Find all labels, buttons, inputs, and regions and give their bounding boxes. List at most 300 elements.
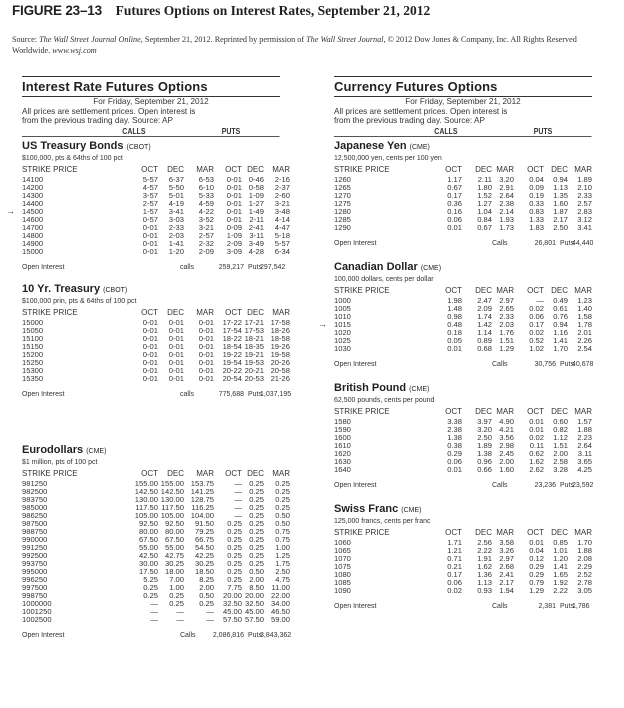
call-price: 55.00	[164, 542, 184, 552]
strike-price	[334, 224, 440, 232]
column-header: OCT	[141, 307, 158, 317]
figure-caption: Futures Options on Interest Rates, September 21, 2012	[115, 3, 431, 18]
puts-open-interest: 1,786	[572, 602, 590, 610]
put-price: 0-46	[248, 174, 264, 184]
put-price: 2.01	[577, 327, 592, 337]
strike-value: 1265	[334, 182, 351, 192]
put-price: 0-01	[226, 190, 242, 200]
column-header: OCT	[445, 164, 462, 174]
put-price: —	[234, 486, 242, 496]
call-price: 0.36	[447, 198, 462, 208]
call-price: 1.00	[169, 582, 184, 592]
put-price: 0-01	[226, 198, 242, 208]
call-price: 4-22	[198, 206, 214, 216]
call-price: 0-01	[168, 341, 184, 351]
puts-open-interest: 297,542	[260, 263, 286, 271]
call-price: 42.25	[194, 550, 214, 560]
strike-value: 1270	[334, 190, 351, 200]
call-price: 0.25	[169, 598, 184, 608]
puts-key: Puts	[248, 631, 263, 639]
put-price: 2.26	[577, 335, 592, 345]
table-row	[334, 466, 592, 474]
table-row	[22, 616, 290, 624]
call-price: 0.89	[477, 335, 492, 345]
call-price: 0.38	[447, 440, 462, 450]
strike-value: 1002500	[22, 614, 52, 624]
section-title: Canadian Dollar	[334, 260, 418, 273]
strike-value: 14100	[22, 174, 44, 184]
option-section	[22, 282, 292, 402]
call-price: 2.41	[499, 569, 514, 579]
call-price: 0-01	[198, 373, 214, 383]
source-publication-2: The Wall Street Journal	[306, 35, 384, 44]
put-price: 0-58	[248, 182, 264, 192]
call-price: 67.50	[164, 534, 184, 544]
put-price: 0.25	[227, 518, 242, 528]
put-price: 57.50	[244, 614, 264, 624]
strike-value: 14500	[22, 206, 44, 216]
call-price: 0.21	[447, 561, 462, 571]
put-price: 0.25	[249, 502, 264, 512]
calls-open-interest: 2,086,816	[212, 631, 244, 639]
put-price: 0.25	[275, 478, 290, 488]
strike-value: 982500	[22, 486, 48, 496]
column-header: OCT	[225, 164, 242, 174]
option-section	[318, 260, 594, 372]
put-price: 1.33	[529, 214, 544, 224]
put-price: 20-54	[222, 373, 242, 383]
open-interest-label: Open Interest	[334, 239, 377, 247]
open-interest-label: Open Interest	[334, 360, 377, 368]
call-price: 7.00	[169, 574, 184, 584]
call-price: —	[150, 598, 158, 608]
call-price: 2.50	[477, 432, 492, 442]
call-price: 2.38	[499, 198, 514, 208]
call-price: 2.00	[499, 456, 514, 466]
put-price: 1.23	[577, 295, 592, 305]
strike-value: 1600	[334, 432, 351, 442]
column-header: DEC	[551, 285, 568, 295]
call-price: 0.17	[447, 190, 462, 200]
calls-key: Calls	[492, 481, 508, 489]
call-price: 2.45	[499, 448, 514, 458]
table-header-row	[22, 468, 290, 480]
exchange-code: (CME)	[409, 143, 430, 151]
call-price: 1.60	[499, 464, 514, 474]
put-price: 2.00	[249, 574, 264, 584]
put-price: 7.75	[227, 582, 242, 592]
put-price: 1.41	[553, 561, 568, 571]
call-price: 2-03	[168, 230, 184, 240]
table-header-row	[22, 164, 290, 176]
call-price: 155.00	[160, 478, 184, 488]
open-interest-row	[334, 237, 592, 251]
put-price: 0-01	[226, 182, 242, 192]
put-price: 20-22	[222, 365, 242, 375]
call-price: 2-33	[168, 222, 184, 232]
call-price: —	[206, 606, 214, 616]
call-price: 2.03	[499, 319, 514, 329]
call-price: 0-01	[142, 333, 158, 343]
column-header: OCT	[225, 468, 242, 478]
calls-open-interest: 26,801	[534, 239, 556, 247]
call-price: 0.05	[447, 335, 462, 345]
column-header: OCT	[141, 468, 158, 478]
put-price: 1.02	[529, 343, 544, 353]
column-header: MAR	[196, 468, 214, 478]
section-title: 10 Yr. Treasury	[22, 282, 101, 295]
call-price: 0.16	[447, 206, 462, 216]
put-price: 1-49	[248, 206, 264, 216]
call-price: —	[176, 606, 184, 616]
put-price: 19-58	[270, 349, 290, 359]
strike-value: 1590	[334, 424, 351, 434]
strike-value: 15300	[22, 365, 44, 375]
section-name	[334, 382, 592, 395]
call-price: 3.58	[499, 537, 514, 547]
call-price: 2.64	[499, 190, 514, 200]
call-price: 0.93	[477, 585, 492, 595]
put-price: 0.09	[529, 182, 544, 192]
put-price: 0.25	[227, 566, 242, 576]
put-price: 2-37	[274, 182, 290, 192]
column-header: STRIKE PRICE	[22, 468, 78, 478]
call-price: 153.75	[190, 478, 214, 488]
put-price: 0.62	[529, 448, 544, 458]
put-price: 22.00	[270, 590, 290, 600]
exchange-code: (CME)	[409, 385, 430, 393]
put-price: 17-21	[244, 317, 264, 327]
put-price: 0.94	[553, 174, 568, 184]
put-price: 0.29	[529, 561, 544, 571]
call-price: 1.80	[477, 182, 492, 192]
calls-open-interest: 30,756	[534, 360, 556, 368]
call-price: 0-01	[168, 357, 184, 367]
column-header: OCT	[527, 527, 544, 537]
call-price: 0.01	[447, 222, 462, 232]
call-price: 130.00	[160, 494, 184, 504]
call-price: 0.18	[447, 327, 462, 337]
call-price: 1.98	[447, 295, 462, 305]
put-price: 19-21	[244, 349, 264, 359]
call-price: 128.75	[190, 494, 214, 504]
panel-note-line-1: All prices are settlement prices. Open interest is	[334, 106, 508, 116]
put-price: 1-09	[248, 190, 264, 200]
puts-open-interest: 3,843,362	[260, 631, 292, 639]
call-price: 0.29	[447, 448, 462, 458]
put-price: 4.75	[275, 574, 290, 584]
call-price: 1.04	[477, 206, 492, 216]
calls-open-interest: 2,381	[538, 602, 556, 610]
strike-value: 998750	[22, 590, 48, 600]
column-header: OCT	[225, 307, 242, 317]
call-price: 1.52	[477, 190, 492, 200]
call-price: —	[206, 614, 214, 624]
call-price: 6-10	[198, 182, 214, 192]
put-price: 0-01	[226, 206, 242, 216]
put-price: 0.25	[249, 486, 264, 496]
open-interest-label: Open Interest	[334, 481, 377, 489]
column-header: OCT	[527, 285, 544, 295]
put-price: 1.70	[577, 537, 592, 547]
open-interest-row	[22, 388, 292, 402]
put-price: 1.40	[577, 303, 592, 313]
call-price: 0-01	[142, 373, 158, 383]
call-price: 2.91	[499, 182, 514, 192]
contract-unit: 125,000 francs, cents per franc	[334, 517, 431, 525]
panel-note-line-2: from the previous trading day. Source: AP	[334, 116, 485, 125]
call-price: 0.67	[447, 182, 462, 192]
call-price: 3.20	[477, 424, 492, 434]
strike-value: 1020	[334, 327, 351, 337]
strike-value: 1610	[334, 440, 351, 450]
put-price: 4.25	[577, 464, 592, 474]
column-header: MAR	[574, 527, 592, 537]
options-table	[334, 164, 592, 232]
call-price: 155.00	[134, 478, 158, 488]
call-price: 0-01	[142, 222, 158, 232]
call-price: —	[176, 614, 184, 624]
put-price: —	[536, 295, 544, 305]
column-header: DEC	[247, 164, 264, 174]
put-price: 2.50	[275, 566, 290, 576]
put-price: 20-21	[244, 365, 264, 375]
put-price: 18-35	[244, 341, 264, 351]
currency-panel	[318, 76, 594, 614]
put-price: 0.29	[529, 569, 544, 579]
put-price: 3.12	[577, 214, 592, 224]
option-section	[334, 503, 592, 614]
put-price: 1.51	[553, 440, 568, 450]
call-price: 4-19	[168, 198, 184, 208]
put-price: 0.01	[529, 424, 544, 434]
put-price: 0.01	[529, 416, 544, 426]
call-price: —	[150, 614, 158, 624]
contract-unit: $100,000 prin, pts & 64ths of 100 pct	[22, 297, 137, 305]
strike-value: 15000	[22, 317, 44, 327]
table-row	[22, 248, 290, 256]
put-price: 3-11	[249, 230, 264, 240]
column-header: MAR	[496, 406, 514, 416]
column-header: OCT	[445, 285, 462, 295]
call-price: 4-59	[198, 198, 214, 208]
strike-value: 1290	[334, 222, 351, 232]
strike-price	[334, 345, 440, 353]
put-price: 1.01	[553, 545, 568, 555]
call-price: 1.94	[499, 585, 514, 595]
call-price: 92.50	[138, 518, 158, 528]
call-price: 3-21	[198, 222, 214, 232]
call-price: 2.56	[477, 537, 492, 547]
column-header: DEC	[167, 164, 184, 174]
panel-note-line-2: from the previous trading day. Source: AP	[22, 116, 173, 125]
contract-unit: 62,500 pounds, cents per pound	[334, 396, 435, 404]
put-price: 57.50	[222, 614, 242, 624]
put-price: 32.50	[244, 598, 264, 608]
section-title: Japanese Yen	[334, 139, 407, 152]
put-price: 18-26	[270, 325, 290, 335]
put-price: 2-09	[226, 238, 242, 248]
call-price: 117.50	[161, 502, 184, 512]
call-price: 30.00	[138, 558, 158, 568]
put-price: 2-11	[249, 214, 264, 224]
column-header: MAR	[574, 164, 592, 174]
put-price: 2.58	[553, 456, 568, 466]
call-price: 130.00	[134, 494, 158, 504]
column-header: STRIKE PRICE	[22, 164, 78, 174]
put-price: 0.82	[553, 424, 568, 434]
put-price: 2.33	[577, 190, 592, 200]
call-price: 2-57	[198, 230, 214, 240]
put-price: 1.00	[275, 542, 290, 552]
column-header: STRIKE PRICE	[334, 164, 390, 174]
call-price: 1-20	[168, 246, 184, 256]
put-price: 2.00	[553, 448, 568, 458]
strike-value: 993750	[22, 558, 48, 568]
call-price: 3.97	[477, 416, 492, 426]
put-price: 1.83	[529, 222, 544, 232]
call-price: 0-01	[168, 373, 184, 383]
section-name	[22, 283, 280, 296]
call-price: 5-01	[168, 190, 184, 200]
calls-puts-header	[334, 126, 592, 137]
call-price: 2.98	[499, 440, 514, 450]
strike-value: 1580	[334, 416, 351, 426]
call-price: 0.02	[447, 585, 462, 595]
strike-value: 997500	[22, 582, 48, 592]
call-price: 1-57	[142, 206, 158, 216]
call-price: 42.75	[164, 550, 184, 560]
put-price: 46.50	[270, 606, 290, 616]
puts-open-interest: 44,440	[572, 239, 594, 247]
put-price: 0.25	[227, 534, 242, 544]
put-price: 1.35	[553, 190, 568, 200]
calls-key: calls	[180, 390, 195, 398]
strike-value: 1065	[334, 545, 351, 555]
put-price: 1.58	[577, 311, 592, 321]
call-price: 2-57	[142, 198, 158, 208]
column-header: DEC	[475, 164, 492, 174]
call-price: 91.50	[194, 518, 214, 528]
column-header: STRIKE PRICE	[334, 285, 390, 295]
strike-value: 991250	[22, 542, 48, 552]
call-price: 1.38	[447, 432, 462, 442]
call-price: 0.68	[477, 343, 492, 353]
strike-value: 14600	[22, 214, 44, 224]
strike-value: 988750	[22, 526, 48, 536]
column-header: MAR	[574, 285, 592, 295]
options-table	[6, 164, 290, 256]
column-header: MAR	[196, 164, 214, 174]
column-header: MAR	[272, 164, 290, 174]
strike-value: 14900	[22, 238, 44, 248]
put-price: 3.28	[553, 464, 568, 474]
call-price: 18.50	[194, 566, 214, 576]
call-price: 3-03	[168, 214, 184, 224]
call-price: 4.21	[499, 424, 514, 434]
column-header: DEC	[167, 307, 184, 317]
put-price: 0.25	[227, 574, 242, 584]
calls-open-interest: 259,217	[218, 263, 244, 271]
source-prefix: Source:	[12, 35, 40, 44]
source-mid: , September 21, 2012. Reprinted by permission of	[140, 35, 307, 44]
put-price: 0.79	[529, 577, 544, 587]
puts-key: Puts	[560, 360, 575, 368]
put-price: —	[234, 502, 242, 512]
call-price: 1.36	[477, 569, 492, 579]
put-price: 18-54	[222, 341, 242, 351]
put-price: 0.33	[529, 198, 544, 208]
strike-value: 1620	[334, 448, 351, 458]
call-price: 1.71	[447, 537, 462, 547]
column-header: DEC	[475, 285, 492, 295]
put-price: 0.04	[529, 545, 544, 555]
put-price: 1.20	[553, 553, 568, 563]
call-price: 2.38	[447, 424, 462, 434]
put-price: 0.25	[227, 550, 242, 560]
column-header: MAR	[496, 527, 514, 537]
call-price: 54.50	[194, 542, 214, 552]
put-price: 19-53	[244, 357, 264, 367]
column-header: STRIKE PRICE	[334, 406, 390, 416]
put-price: 0.85	[553, 537, 568, 547]
call-price: 1.29	[499, 343, 514, 353]
put-price: 2.54	[577, 343, 592, 353]
call-price: 79.25	[194, 526, 214, 536]
exchange-code: (CME)	[420, 264, 442, 272]
put-price: 1.41	[553, 335, 568, 345]
exchange-code: (CME)	[401, 506, 422, 514]
strike-value: 1085	[334, 577, 351, 587]
column-header: MAR	[574, 406, 592, 416]
column-header: OCT	[141, 164, 158, 174]
calls-key: Calls	[492, 602, 508, 610]
put-price: 4-28	[248, 246, 264, 256]
call-price: 1.14	[477, 327, 492, 337]
call-price: 2.68	[499, 561, 514, 571]
options-table	[22, 307, 290, 383]
right-arrow-icon: →	[6, 205, 15, 216]
strike-value: 1025	[334, 335, 351, 345]
call-price: 0-01	[168, 333, 184, 343]
call-price: 0.25	[143, 590, 158, 600]
option-section	[6, 139, 290, 275]
column-header: STRIKE PRICE	[334, 527, 390, 537]
call-price: 0-01	[142, 357, 158, 367]
call-price: 1.91	[477, 553, 492, 563]
call-price: 66.75	[194, 534, 214, 544]
strike-value: 986250	[22, 510, 48, 520]
call-price: 80.00	[164, 526, 184, 536]
options-table	[318, 285, 592, 353]
call-price: 105.00	[134, 510, 158, 520]
put-price: 1.87	[553, 206, 568, 216]
call-price: 2.09	[477, 303, 492, 313]
call-price: 1.48	[447, 303, 462, 313]
option-section	[334, 382, 592, 493]
put-price: 1.29	[529, 585, 544, 595]
put-price: 0.25	[249, 534, 264, 544]
call-price: 1.27	[477, 198, 492, 208]
call-price: 0.48	[447, 319, 462, 329]
column-header: MAR	[496, 164, 514, 174]
put-price: 1.25	[275, 550, 290, 560]
put-price: 18-58	[270, 333, 290, 343]
calls-puts-header	[22, 126, 280, 137]
open-interest-row	[334, 358, 592, 372]
call-price: 1.51	[499, 335, 514, 345]
put-price: 0.25	[275, 502, 290, 512]
